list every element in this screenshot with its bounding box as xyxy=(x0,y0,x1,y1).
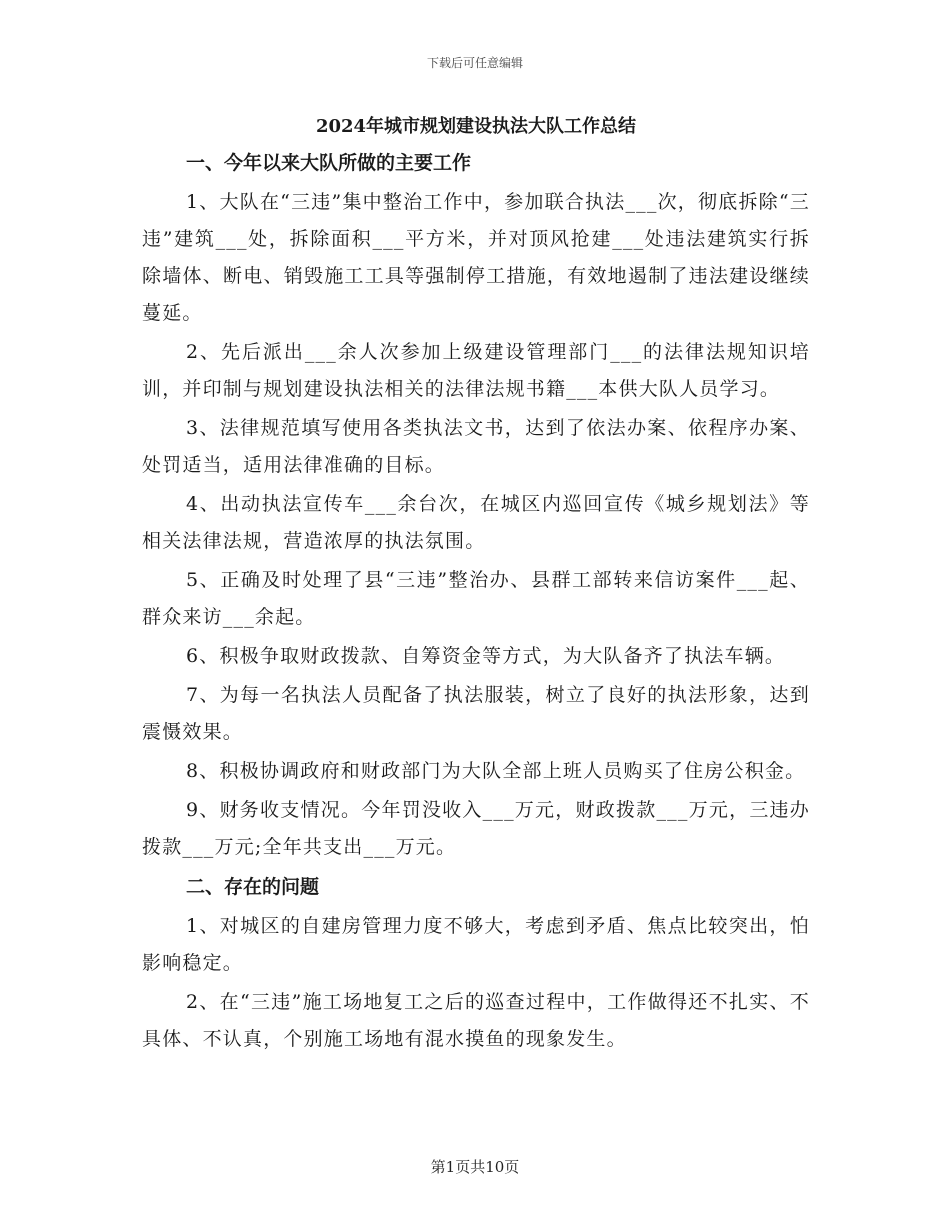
section-heading-main-work: 一、今年以来大队所做的主要工作 xyxy=(186,152,472,174)
paragraph: 7、为每一名执法人员配备了执法服装，树立了良好的执法形象，达到震慑效果。 xyxy=(142,684,810,743)
paragraph: 1、大队在“三违”集中整治工作中，参加联合执法___次，彻底拆除“三违”建筑___处，拆除面积___平方米，并对顶风抢建___处违法建筑实行拆除墙体、断电、销毁施工工具等强制停工措施，有效地遏制了违法建设继续蔓延。 xyxy=(142,191,810,324)
paragraph: 3、法律规范填写使用各类执法文书，达到了依法办案、依程序办案、处罚适当，适用法律准确的目标。 xyxy=(142,417,810,476)
paragraph: 4、出动执法宣传车___余台次，在城区内巡回宣传《城乡规划法》等相关法律法规，营造浓厚的执法氛围。 xyxy=(142,493,810,552)
paragraph: 9、财务收支情况。今年罚没收入___万元，财政拨款___万元，三违办拨款___万元;全年共支出___万元。 xyxy=(142,799,810,858)
paragraph: 1、对城区的自建房管理力度不够大，考虑到矛盾、焦点比较突出，怕影响稳定。 xyxy=(142,915,810,974)
paragraph: 8、积极协调政府和财政部门为大队全部上班人员购买了住房公积金。 xyxy=(186,760,806,782)
document-title: 2024年城市规划建设执法大队工作总结 xyxy=(315,116,637,137)
document-body xyxy=(142,110,810,1058)
paragraph: 6、积极争取财政拨款、自筹资金等方式，为大队备齐了执法车辆。 xyxy=(186,645,786,667)
paragraph: 2、先后派出___余人次参加上级建设管理部门___的法律法规知识培训，并印制与规划建设执法相关的法律法规书籍___本供大队人员学习。 xyxy=(142,341,810,400)
page-header-note: 下载后可任意编辑 xyxy=(426,56,523,70)
paragraph: 2、在“三违”施工场地复工之后的巡查过程中，工作做得还不扎实、不具体、不认真，个别施工场地有混水摸鱼的现象发生。 xyxy=(142,991,810,1050)
section-heading-problems: 二、存在的问题 xyxy=(186,876,320,898)
page-number: 第1页共10页 xyxy=(430,1158,520,1176)
paragraph: 5、正确及时处理了县“三违”整治办、县群工部转来信访案件___起、群众来访___余起。 xyxy=(142,569,810,628)
